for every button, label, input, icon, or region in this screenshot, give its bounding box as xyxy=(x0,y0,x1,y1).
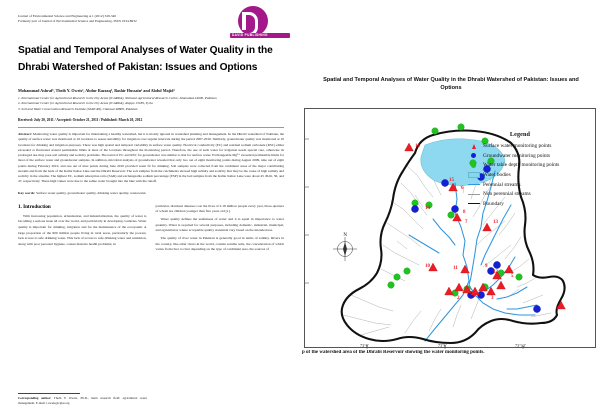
footnote-text xyxy=(18,396,147,406)
boundary-line-icon xyxy=(465,203,482,204)
affiliation-1: 1. International Center for Agricultural Research in the Dry Areas (ICARDA), National Agricultural Research Centre, Islamabad 44000, Pakistan xyxy=(18,95,217,100)
body-columns xyxy=(18,204,284,255)
legend-item-non-perennial-streams xyxy=(465,189,600,199)
legend-item-water-bodies xyxy=(465,170,600,180)
compass-rose xyxy=(333,233,357,261)
footnote-label: Corresponding author: xyxy=(18,396,52,401)
legend-item-water-table-depth xyxy=(465,161,600,171)
publisher-logo xyxy=(230,6,292,46)
publication-dates: Received: July 20, 2011 / Accepted: October 21, 2011 / Published: March 20, 2012 xyxy=(18,118,143,123)
svg-text:10: 10 xyxy=(425,264,430,269)
keywords xyxy=(18,191,284,196)
paragraph: With increasing population, urbanization, and industrialization, the quality of water is becoming a serious issue all over the world, and particularly in developing countries. Water quality is important for drinking, irrigation and for the maintenance of the ecosystem. A large proportion of the 900 million people living in rural areas, particularly the poorest, lack access to safe drinking water. This lack of access to safe drinking water and sanitation, along with poor personal hygiene, causes massive health problems; in xyxy=(18,213,147,247)
svg-text:7: 7 xyxy=(465,220,468,225)
svg-text:13: 13 xyxy=(493,220,498,225)
legend-label: Water table depth monitoring points xyxy=(483,162,560,169)
legend-label: Water bodies xyxy=(483,172,511,179)
journal-header xyxy=(18,14,218,25)
legend-title: Legend xyxy=(509,131,531,138)
legend-label: Perennial streams xyxy=(483,181,521,188)
svg-text:16: 16 xyxy=(415,144,420,149)
affiliation-3: 3. Soil and Water Conservation Research Institute (SAWCRI), Chakwal 48800, Pakistan xyxy=(18,106,138,111)
affiliations xyxy=(18,96,284,113)
svg-text:3: 3 xyxy=(491,296,494,301)
footnote-body: Theib Y. Oweis, Ph.D., main research field: agricultural water management. E-mail: t.oweis@cgiar.org xyxy=(18,396,147,406)
green-circle-icon xyxy=(465,163,482,168)
svg-text:4: 4 xyxy=(473,294,476,299)
legend-item-groundwater xyxy=(465,151,600,161)
legend-item-perennial-streams xyxy=(465,180,600,190)
keywords-label: Key words: xyxy=(18,190,36,195)
svg-text:9: 9 xyxy=(485,264,488,269)
figure-panel xyxy=(300,0,600,412)
legend-item-surface-water xyxy=(465,142,600,152)
footnote-divider xyxy=(18,393,80,394)
journal-header-line-2: Formerly part of Journal of Environmental Science and Engineering, ISSN 1934-8932 xyxy=(18,19,137,24)
svg-text:6: 6 xyxy=(461,186,464,191)
svg-text:5: 5 xyxy=(511,274,514,279)
blue-circle-icon xyxy=(465,153,482,158)
svg-text:N: N xyxy=(343,233,348,238)
blue-line-icon xyxy=(465,184,482,185)
abstract-label: Abstract: xyxy=(18,132,32,137)
red-triangle-icon xyxy=(465,144,482,149)
svg-text:73°6': 73°6' xyxy=(438,343,447,348)
svg-text:1: 1 xyxy=(557,306,560,311)
column-right xyxy=(156,204,285,255)
paragraph: Water quality defines the usefulness of water and it is equal in importance to water quantity. Water is required for several purposes, including domestic, industrial, municipal, and agricultural, where acceptable quality standards vary based on the intended use. xyxy=(155,217,284,233)
watershed-map[interactable] xyxy=(304,108,596,348)
journal-header-line-1: Journal of Environmental Science and Engineering A 1 (2012) 329-340 xyxy=(18,14,117,18)
footnote xyxy=(18,393,147,406)
svg-text:2: 2 xyxy=(457,296,460,301)
svg-text:73°0': 73°0' xyxy=(360,343,369,348)
svg-text:14: 14 xyxy=(425,206,430,211)
column-left xyxy=(18,204,147,255)
abstract xyxy=(18,132,284,184)
section-heading-introduction: 1. Introduction xyxy=(18,203,51,210)
abstract-text: Monitoring water quality is important for maintaining a healthy watershed, but it is mostly ignored in watershed planning and management. In the Dhrabi watershed of Pakistan, the quality of surface water was monitored at 16 locations to assess suitability for irrigation over regular intervals during the period 2007-2010. Similarly, groundwater quality was monitored at 10 locations for drinking and irrigation purposes. There was high spatial and temporal variability in surface water quality. Electrical conductivity (EC) and residual sodium carbonate (RSC) either exceeded or fluctuated around permissible limits at most of the locations throughout the monitoring period. Therefore, the use of such water for irrigation needs special care, otherwise its prolonged use may pose soil salinity and sodicity problems. The trend of EC and RSC for groundwater was similar to that for surface water. Exchangeable Mg²⁺ exceeded permissible limits for most of the surface water and groundwater samples. In addition, microbial analysis of groundwater revealed that only two out of eight monitoring points during August 2009, nine out of eight points during February 2010, and one out of nine points during June 2010 provided water fit for drinking. Soil samples were collected from the catchment areas of the major contributing streams and from the beds of the Kallar Kahar Lake and the Dhrabi Reservoir. The soil samples from the catchments showed high salinity and sodicity that may be the cause of high salinity and sodicity in the streams. The highest EC, sodium adsorption ratio (SAR) and exchangeable sodium percentage (ESP) in the bed samples from the Kallar Kahar Lake were about 45 dS/m, 56, and 47, respectively. These high values were due to the saline water brought into the lake with the runoff. xyxy=(18,132,284,184)
legend-item-boundary xyxy=(465,199,600,209)
svg-text:8: 8 xyxy=(463,210,466,215)
map-legend xyxy=(465,131,600,209)
axis-tick-labels xyxy=(360,343,526,348)
publisher-logo-label: DAVID PUBLISHING xyxy=(232,33,268,37)
divider xyxy=(18,127,284,128)
svg-text:12: 12 xyxy=(493,270,498,275)
legend-label: Surface water monitoring points xyxy=(483,143,552,150)
legend-label: Boundary xyxy=(483,200,504,207)
svg-text:73°12': 73°12' xyxy=(515,343,526,348)
water-body-swatch-icon xyxy=(465,172,482,177)
keywords-text: Surface water quality, groundwater quality, drinking water quality, wastewater. xyxy=(35,190,147,195)
page-title: Spatial and Temporal Analyses of Water Quality in the Dhrabi Watershed of Pakistan: Issues and Options xyxy=(18,44,273,74)
figure-caption: p of the watershed area of the Dhrabi Reservoir showing the water monitoring points. xyxy=(302,350,485,355)
legend-label: Non perennial streams xyxy=(483,191,531,198)
gray-line-icon xyxy=(465,194,482,195)
svg-text:11: 11 xyxy=(453,266,458,271)
david-publishing-d-icon xyxy=(238,6,268,36)
legend-label: Groundwater monitoring points xyxy=(483,152,551,159)
figure-title: Spatial and Temporal Analyses of Water Quality in the Dhrabi Watershed of Pakistan: Issues and Options xyxy=(323,77,579,92)
paragraph: The quality of river water in Pakistan is generally good in terms of salinity. Rivers in the country, like other rivers in the world, contain soluble salts, the concentration of which varies from river to river depending on the type of catchment area, the sources of xyxy=(155,236,284,252)
svg-text:15: 15 xyxy=(449,178,454,183)
paragraph: particular, diarrheal diseases cost the lives of 2.18 million people every year, three-quarters of whom are children younger than five years old [1]. xyxy=(155,203,284,214)
affiliation-2: 2. International Center for Agricultural Research in the Dry Areas (ICARDA), Aleppo 13189, Syria xyxy=(18,101,153,106)
author-list: Mohammad Ashraf¹, Theib Y. Oweis², Abdur Razzaq³, Bashir Hussain¹ and Abdul Majid¹ xyxy=(18,87,175,93)
